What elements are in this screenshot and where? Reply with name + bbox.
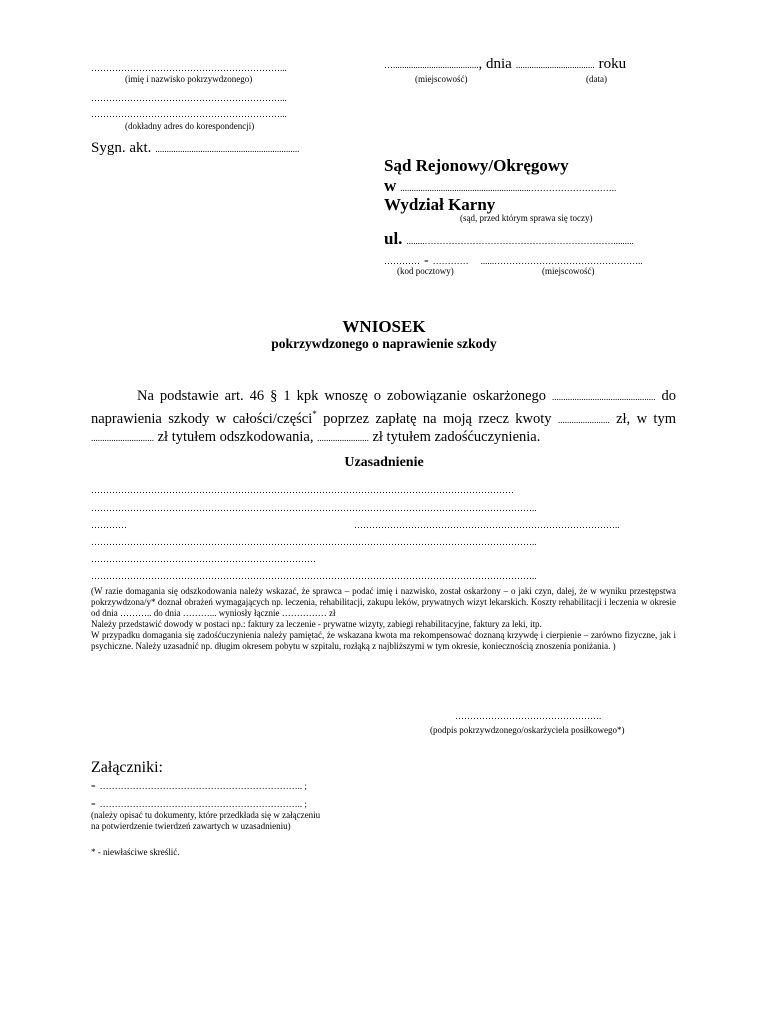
postal-code-line-2: ………… <box>432 256 469 266</box>
year-label: roku <box>598 56 627 72</box>
attachment-line-2: ………………………………………………………….. ; <box>99 799 307 809</box>
request-text-3: poprzez zapłatę na moją rzecz kwoty <box>323 410 552 427</box>
name-line: ………………………………………………………... <box>91 63 287 73</box>
case-number-label: Sygn. akt. <box>91 140 152 156</box>
date-caption: (data) <box>586 74 607 84</box>
address-line-2: ………………………………………………………... <box>91 109 287 119</box>
court-locality-line: ......………………………………………….. <box>480 256 643 266</box>
justification-line-6: ………………………………………………………………………………………………………………………………….. <box>91 571 537 581</box>
request-text-2: do naprawienia szkody w całości/części <box>91 388 677 427</box>
date-label: , dnia <box>478 56 512 72</box>
place-date-row <box>384 55 626 73</box>
place-caption: (miejscowość) <box>415 74 468 84</box>
case-number-line: ................................................................ <box>155 144 300 154</box>
justification-line-5: ………………………………………………………………… <box>91 554 316 564</box>
total-amount-line: ....................... <box>557 414 610 425</box>
redress-amount-line: ....................... <box>317 432 369 443</box>
attachment-item-1 <box>91 776 307 794</box>
court-locality-caption: (miejscowość) <box>542 266 595 276</box>
justification-line-2: ………………………………………………………………………………………………………………………………….. <box>91 503 537 513</box>
justification-line-1: …………………………………………………………………………………………………………………………… <box>91 485 514 495</box>
postal-code-caption: (kod pocztowy) <box>397 266 454 276</box>
place-line: …...................................... <box>384 60 479 70</box>
court-city-row <box>384 176 616 196</box>
document-subtitle: pokrzywdzonego o naprawienie szkody <box>271 336 497 351</box>
instruction-redress: W przypadku domagania się zadośćuczynienia należy pamiętać, że wskazana kwota ma rekompensować doznaną krzywdę i cierpienie – zarówno fizyczne, jak i psychiczne. Należy uzasadnić np. długim okresem pobytu w szpitalu, rozłąką z najbliższymi w tym okresie, koniecznością znoszenia poniżania. ) <box>91 630 676 651</box>
postal-code-line-1: ………… <box>384 256 420 266</box>
justification-line-3a: ………… <box>91 520 127 530</box>
signature-line: …………………………………………. <box>455 711 602 721</box>
attachment-line-1: ………………………………………………………….. ; <box>99 781 307 791</box>
court-division: Wydział Karny <box>384 195 496 214</box>
attachment-bullet-2: - <box>91 796 96 811</box>
court-caption: (sąd, przed którym sprawa się toczy) <box>460 213 593 223</box>
court-street-row <box>384 229 634 249</box>
court-city-label: w <box>384 176 397 195</box>
justification-line-3b: …………………………………………………………………………….. <box>354 520 620 530</box>
name-caption: (imię i nazwisko pokrzywdzonego) <box>125 74 253 84</box>
date-line: ................................... <box>515 60 595 70</box>
court-city-line: ..........................................................……………………….. <box>400 183 617 193</box>
request-text-1: Na podstawie art. 46 § 1 kpk wnoszę o zobowiązanie oskarżonego <box>137 388 547 404</box>
attachments-caption-2: na potwierdzenie twierdzeń zawartych w uzasadnieniu) <box>91 821 291 831</box>
court-name: Sąd Rejonowy/Okręgowy <box>384 156 569 175</box>
instruction-evidence: Należy przedstawić dowody w postaci np.: faktury za leczenie - prywatne wizyty, zabiegi rehabilitacyjne, faktury za leki, itp. <box>91 619 542 629</box>
address-caption: (dokładny adres do korespondencji) <box>125 121 255 131</box>
justification-instructions <box>91 586 676 652</box>
case-number-row <box>91 139 299 157</box>
footnote: * - niewłaściwe skreślić. <box>91 847 180 857</box>
attachment-bullet-1: - <box>91 778 96 793</box>
document-title: WNIOSEK <box>342 317 426 336</box>
court-street-line: ........………………………………………………………......... <box>406 236 634 246</box>
request-text-4: zł, w tym <box>616 410 676 427</box>
instruction-damages: (W razie domagania się odszkodowania należy wskazać, że sprawca – podać imię i nazwisko, został oskarżony – o jaki czyn, dalej, że w wyniku przestępstwa pokrzywdzona/y* doznał obrażeń wymagających np. leczenia, rehabilitacji, zakupu leków, prywatnych wizyt lekarskich. Koszty rehabilitacji i leczenia w okresie od dnia ……….. do dnia ………... wyniosły łącznie …………… zł <box>91 586 676 618</box>
request-text-5: zł tytułem odszkodowania, <box>157 428 314 445</box>
request-text-6: zł tytułem zadośćuczynienia. <box>372 428 541 445</box>
attachments-caption-1: (należy opisać tu dokumenty, które przedkłada się w załączeniu <box>91 810 321 820</box>
defendant-line: .............................................. <box>552 392 656 402</box>
court-street-label: ul. <box>384 229 403 248</box>
signature-caption: (podpis pokrzywdzonego/oskarżyciela posiłkowego*) <box>430 725 625 735</box>
attachments-heading: Załączniki: <box>91 759 163 776</box>
address-line-1: ………………………………………………………... <box>91 93 287 103</box>
justification-line-4: ………………………………………………………………………………………………………………………………….. <box>91 537 537 547</box>
request-paragraph <box>91 388 676 447</box>
postal-code-dash: - <box>424 253 429 268</box>
compensation-amount-line: ............................ <box>91 432 154 443</box>
footnote-star: * <box>312 409 317 419</box>
justification-heading: Uzasadnienie <box>344 455 424 470</box>
